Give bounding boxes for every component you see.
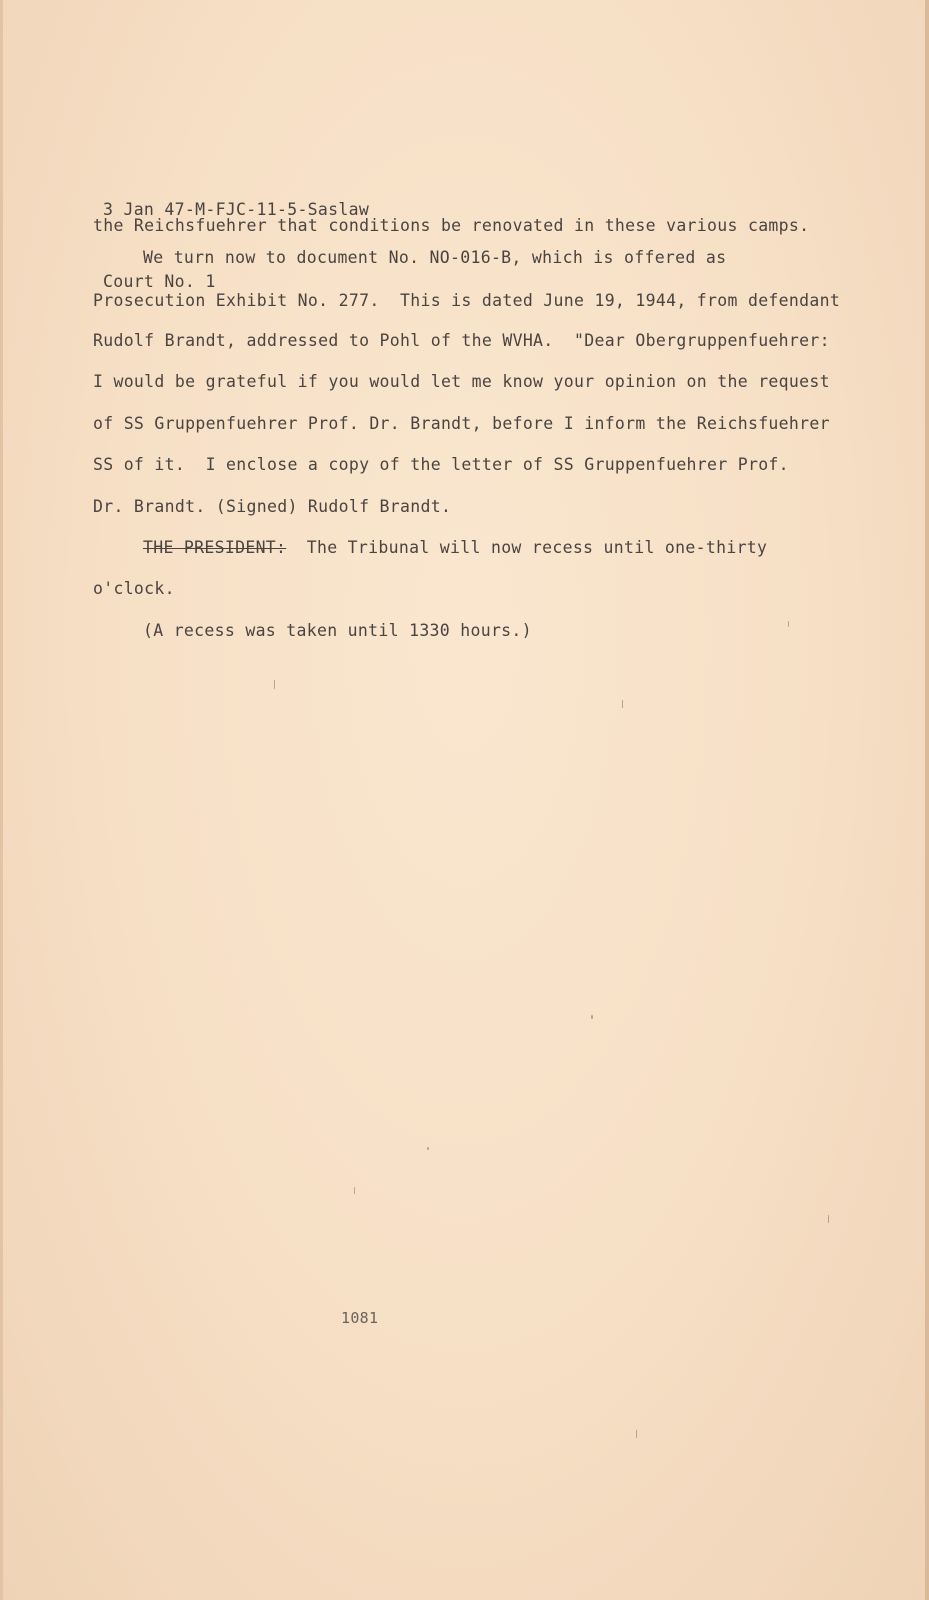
body-line: Prosecution Exhibit No. 277. This is dated June 19, 1944, from defendant: [93, 291, 841, 310]
document-header: [103, 150, 369, 342]
paper-speck: [828, 1215, 829, 1223]
body-line: SS of it. I enclose a copy of the letter of SS Gruppenfuehrer Prof.: [93, 455, 789, 474]
paper-speck: [636, 1430, 637, 1438]
header-court: Court No. 1: [103, 272, 216, 291]
header-reference: 3 Jan 47-M-FJC-11-5-Saslaw: [103, 200, 370, 219]
body-line: of SS Gruppenfuehrer Prof. Dr. Brandt, before I inform the Reichsfuehrer: [93, 414, 830, 433]
body-line: Dr. Brandt. (Signed) Rudolf Brandt.: [93, 497, 452, 516]
speaker-line: [143, 538, 767, 557]
speaker-label: THE PRESIDENT:: [143, 538, 287, 557]
speaker-text: The Tribunal will now recess until one-thirty: [286, 538, 768, 557]
body-line: I would be grateful if you would let me know your opinion on the request: [93, 372, 830, 391]
body-line: the Reichsfuehrer that conditions be renovated in these various camps.: [93, 216, 810, 235]
page-number: 1081: [341, 1309, 379, 1327]
recess-note: (A recess was taken until 1330 hours.): [143, 621, 532, 640]
paper-speck: [622, 700, 623, 708]
paper-speck: [788, 621, 789, 627]
paper-speck: [354, 1187, 355, 1194]
body-line: Rudolf Brandt, addressed to Pohl of the WVHA. "Dear Obergruppenfuehrer:: [93, 331, 830, 350]
paper-speck: [427, 1147, 429, 1150]
paper-speck: [591, 1015, 593, 1019]
body-line: We turn now to document No. NO-016-B, which is offered as: [143, 248, 727, 267]
paper-speck: [274, 680, 275, 689]
speech-continuation: o'clock.: [93, 579, 175, 598]
